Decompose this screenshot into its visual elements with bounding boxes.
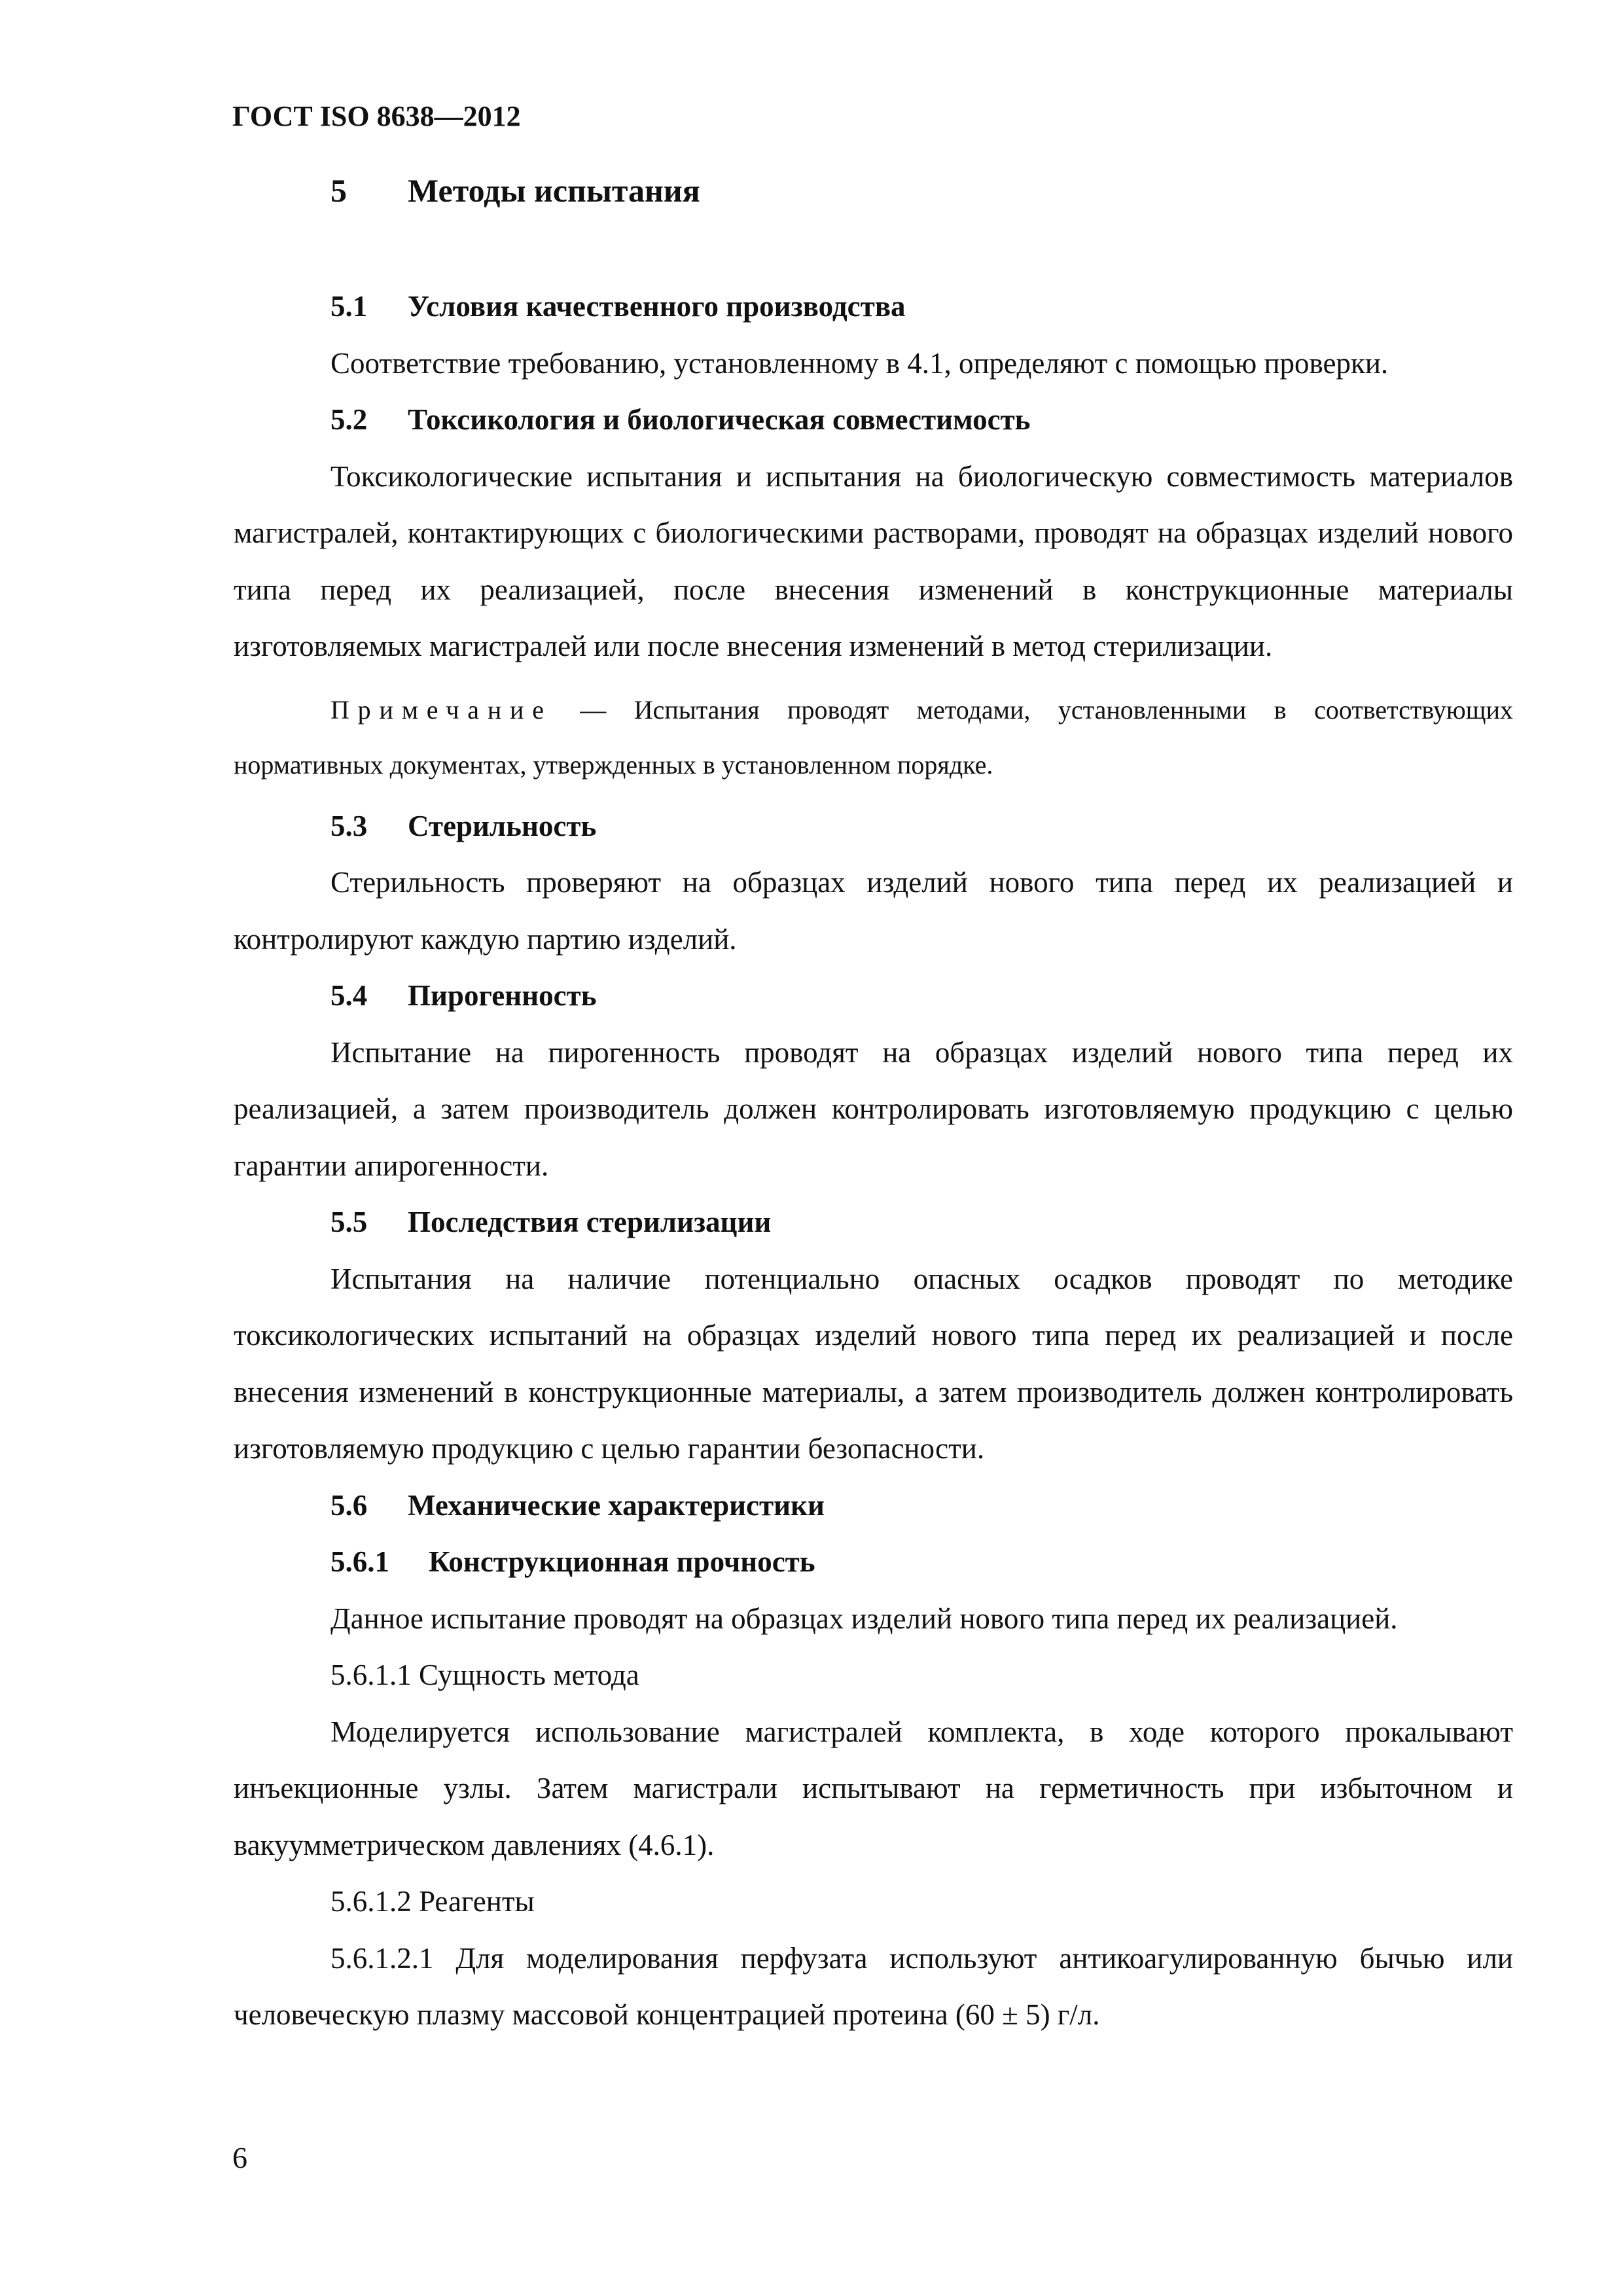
document-header: ГОСТ ISO 8638—2012 — [232, 100, 521, 132]
section-title — [330, 168, 700, 213]
subsubsection-number: 5.6.1 — [330, 1545, 389, 1578]
subsubsection-heading — [234, 1534, 1513, 1590]
subsection-number: 5.3 — [330, 809, 368, 842]
clause-title: 5.6.1.2 Реагенты — [330, 1885, 535, 1918]
page-number: 6 — [232, 2141, 247, 2174]
subsection-title: Стерильность — [408, 809, 597, 842]
subsection-title: Токсикология и биологическая совместимость — [408, 403, 1031, 436]
subsection-title: Условия качественного производства — [408, 290, 906, 323]
note-label: Примечание — [330, 694, 552, 725]
clause-title: 5.6.1.1 Сущность метода — [330, 1659, 639, 1691]
subsection-heading — [234, 967, 1513, 1024]
subsection-heading — [234, 278, 1513, 335]
paragraph: Моделируется использование магистралей комплекта, в ходе которого прокалывают инъекционные узлы. Затем магистрали испытывают на герметичность при избыточном и вакуумметрическом давлениях (4.6.1). — [234, 1715, 1513, 1861]
paragraph: Испытания на наличие потенциально опасных осадков проводят по методике токсикологических испытаний на образцах изделий нового типа перед их реализацией и после внесения изменений в конструкционные материалы, а затем производитель должен контролировать изготовляемую продукцию с целью гарантии безопасности. — [234, 1262, 1513, 1465]
subsection-heading — [234, 798, 1513, 855]
paragraph: Соответствие требованию, установленному в 4.1, определяют с помощью проверки. — [330, 346, 1389, 380]
subsection-heading — [234, 1194, 1513, 1251]
document-body — [234, 278, 1513, 2043]
subsection-number: 5.2 — [330, 403, 368, 436]
subsection-title: Механические характеристики — [408, 1488, 825, 1522]
subsection-title: Пирогенность — [408, 979, 597, 1012]
paragraph: Испытание на пирогенность проводят на образцах изделий нового типа перед их реализацией, а затем производитель должен контролировать изготовляемую продукцию с целью гарантии апирогенности. — [234, 1035, 1513, 1182]
section-number: 5 — [330, 172, 347, 209]
subsection-number: 5.4 — [330, 979, 368, 1012]
subsection-number: 5.1 — [330, 290, 368, 323]
subsection-heading — [234, 391, 1513, 448]
paragraph: Токсикологические испытания и испытания на биологическую совместимость материалов магистралей, контактирующих с биологическими растворами, проводят на образцах изделий нового типа перед их реализацией, после внесения изменений в конструкционные материалы изготовляемых магистралей или после внесения изменений в метод стерилизации. — [234, 459, 1513, 662]
paragraph: Данное испытание проводят на образцах изделий нового типа перед их реализацией. — [330, 1602, 1398, 1635]
subsection-heading — [234, 1477, 1513, 1534]
subsection-title: Последствия стерилизации — [408, 1206, 772, 1238]
subsection-number: 5.5 — [330, 1206, 368, 1238]
paragraph: Стерильность проверяют на образцах изделий нового типа перед их реализацией и контролируют каждую партию изделий. — [234, 866, 1513, 956]
subsection-number: 5.6 — [330, 1488, 368, 1522]
subsubsection-title: Конструкционная прочность — [429, 1545, 815, 1578]
note — [234, 683, 1513, 793]
paragraph: 5.6.1.2.1 Для моделирования перфузата используют антикоагулированную бычью или человеческую плазму массовой концентрацией протеина (60 ± 5) г/л. — [234, 1941, 1513, 2031]
section-title-text: Методы испытания — [408, 172, 700, 209]
note-text: — Испытания проводят методами, установленными в соответствующих нормативных документах, утвержденных в установленном порядке. — [234, 694, 1513, 780]
